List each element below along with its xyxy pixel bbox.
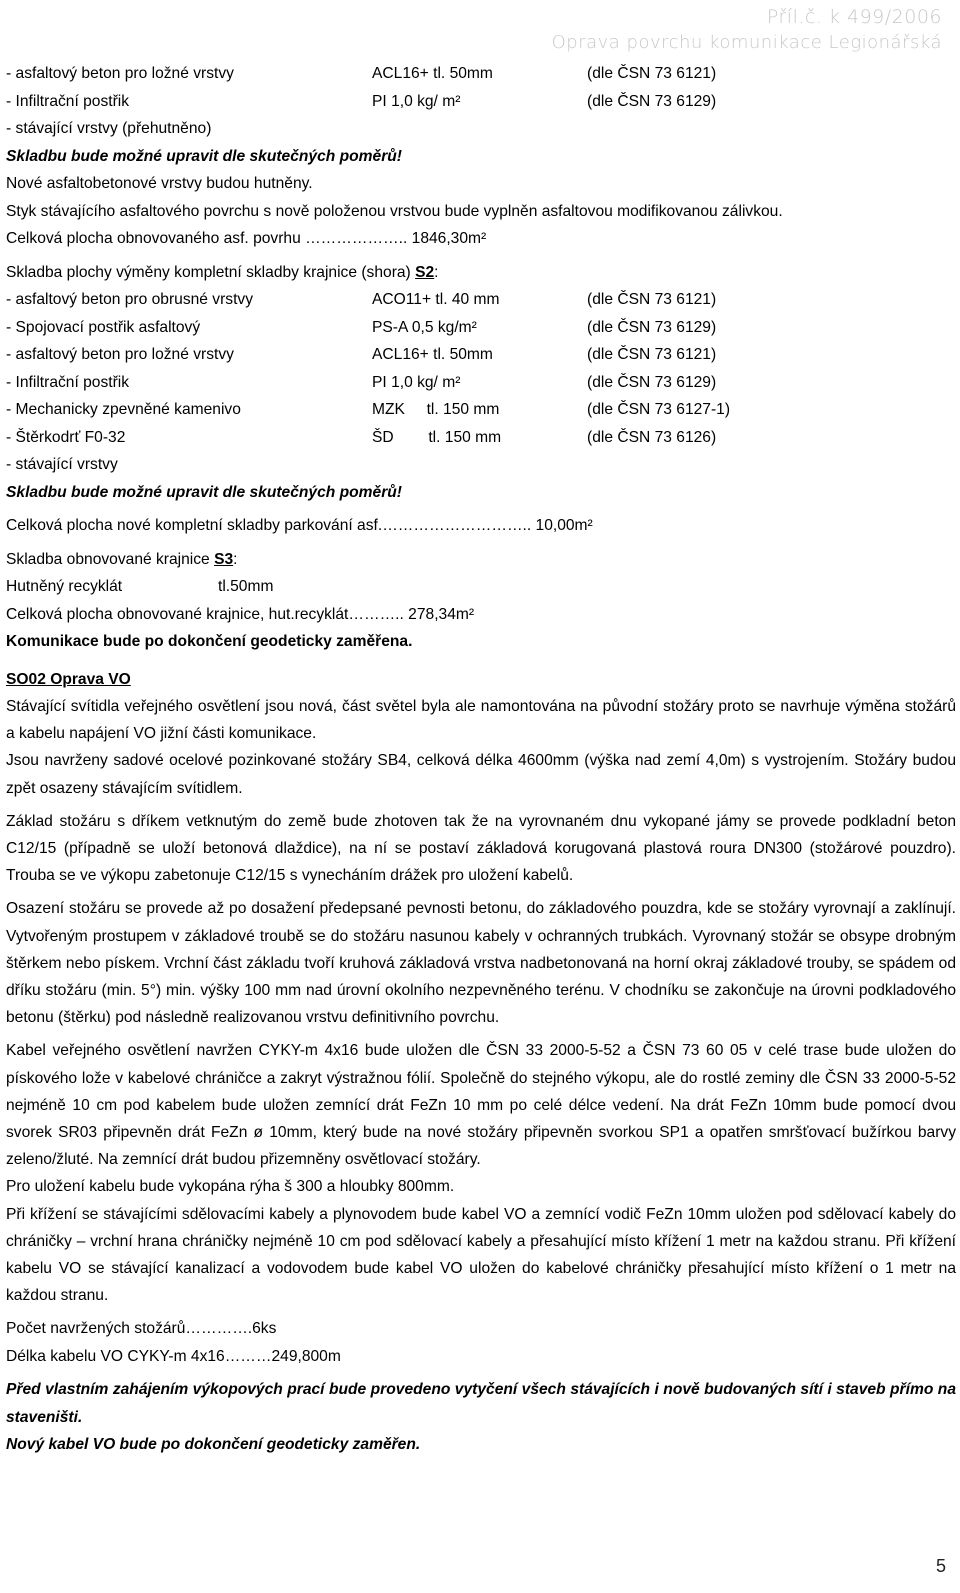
layer-standard: (dle ČSN 73 6129) [587,92,717,110]
layer-name: - Spojovací postřik asfaltový [6,318,201,336]
layer-name: - Infiltrační postřik [6,373,130,391]
layer-name: - Mechanicky zpevněné kamenivo [6,401,241,418]
final-note: Před vlastním zahájením výkopových prací bude provedeno vytyčení všech stávajících i nově budovaných sítí i staveb přímo na staveništi. [6,1381,956,1426]
mast-count: Počet navržených stožárů………….6ks [6,1320,277,1338]
layer-spec: PS-A 0,5 kg/m² [372,318,477,336]
layer-row [6,396,956,424]
layer-spec: ACL16+ tl. 50mm [372,65,493,82]
compaction-note: Nové asfaltobetonové vrstvy budou hutněny. [6,175,313,192]
layer-name: - Štěrkodrť F0-32 [6,428,126,446]
page-header [552,4,942,56]
joint-note: Styk stávajícího asfaltového povrchu s nově položenou vrstvou bude vyplněn asfaltovou modifikovanou zálivkou. [6,202,783,220]
s2-heading: Skladba plochy výměny kompletní skladby krajnice (shora) S2: [6,263,439,281]
layer-row [6,573,956,601]
layer-spec: ŠD tl. 150 mm [372,428,502,446]
layer-standard: (dle ČSN 73 6121) [587,291,717,308]
layer-row [6,88,956,116]
layer-row [6,424,956,452]
paragraph: Kabel veřejného osvětlení navržen CYKY-m 4x16 bude uložen dle ČSN 33 2000-5-52 a ČSN 73 60 05 v celé trase bude uložen do pískového lože v kabelové chráničce a zakryt výstražnou fólií. Společně do stejného výkopu, ale do rostlé zeminy dle ČSN 33 2000-5-52 nejméně 10 cm pod kabelem bude uložen zemnící drát FeZn 10 mm po celé délce vedení. Na drát FeZn 10mm bude pomocí dvou svorek SR03 připevněn drát FeZn ø 10mm, který bude na nové stožáry připevněn svorkou SP1 a opatřen smršťovací bužírkou barvy zeleno/žluté. Na zemnící drát budou přizemněny osvětlovací stožáry. [6,1042,956,1169]
s3-code: S3 [214,550,234,568]
layer-standard: (dle ČSN 73 6129) [587,318,717,336]
total-area-shoulder: Celková plocha obnovované krajnice, hut.recyklát……….. 278,34m² [6,605,475,623]
final-note: Nový kabel VO bude po dokončení geodeticky zaměřen. [6,1435,421,1453]
paragraph: Základ stožáru s dříkem vetknutým do země bude zhotoven tak že na vyrovnaném dnu vykopané jámy se provede podkladní beton C12/15 (případně se uloží betonová dlaždice), na ní se postaví základová korugovaná plastová roura DN300 (stožárové pouzdro). Trouba se ve výkopu zabetonuje C12/15 s vynecháním drážek pro uložení kabelů. [6,812,956,885]
layer-name: - asfaltový beton pro obrusné vrstvy [6,291,254,308]
layer-standard: (dle ČSN 73 6121) [587,65,717,82]
document-body [6,60,956,1458]
layer-row [6,286,956,314]
layer-row [6,314,956,342]
s3-heading: Skladba obnovované krajnice S3: [6,550,238,568]
paragraph: Pro uložení kabelu bude vykopána rýha š 300 a hloubky 800mm. [6,1178,455,1196]
total-area-parking: Celková plocha nové kompletní skladby parkování asf.……………………….. 10,00m² [6,517,593,534]
existing-layers: - stávající vrstvy [6,456,118,473]
layer-spec: tl.50mm [218,578,274,595]
layer-standard: (dle ČSN 73 6129) [587,373,717,391]
layer-spec: PI 1,0 kg/ m² [372,92,461,110]
layer-row [6,341,956,369]
adjust-note: Skladbu bude možné upravit dle skutečných poměrů! [6,483,402,501]
layer-name: Hutněný recyklát [6,578,123,595]
page-number: 5 [935,1556,946,1576]
layer-name: - asfaltový beton pro ložné vrstvy [6,65,234,82]
adjust-note: Skladbu bude možné upravit dle skutečných poměrů! [6,147,402,165]
paragraph: Stávající svítidla veřejného osvětlení jsou nová, část světel byla ale namontována na původní stožáry proto se navrhuje výměna stožárů a kabelu napájení VO jižní části komunikace. [6,698,956,743]
layer-spec: PI 1,0 kg/ m² [372,373,461,391]
attachment-reference: Příl.č. k 499/2006 [766,6,942,28]
layer-spec: ACL16+ tl. 50mm [372,346,493,363]
layer-name: - asfaltový beton pro ložné vrstvy [6,346,234,363]
paragraph: Jsou navrženy sadové ocelové pozinkované stožáry SB4, celková délka 4600mm (výška nad zemí 4,0m) s vystrojením. Stožáry budou zpět osazeny stávajícím svítidlem. [6,752,956,797]
cable-length: Délka kabelu VO CYKY-m 4x16………249,800m [6,1347,341,1365]
layer-row [6,369,956,397]
section-title: SO02 Oprava VO [6,670,131,688]
s2-code: S2 [415,263,435,281]
layer-standard: (dle ČSN 73 6127-1) [587,401,731,418]
survey-note: Komunikace bude po dokončení geodeticky zaměřena. [6,633,413,650]
paragraph: Při křížení se stávajícími sdělovacími kabely a plynovodem bude kabel VO a zemnící vodič FeZn 10mm uložen pod sdělovací kabely do chráničky – vrchní hrana chráničky nejméně 10 cm pod sdělovací kabely a přesahující místo křížení 1 metr na každou stranu. Při křížení kabelu VO se stávající kanalizací a vodovodem bude kabel VO uložen do kabelové chráničky přesahující místo křížení o 1 metr na každou stranu. [6,1205,956,1305]
layer-row [6,60,956,88]
paragraph: Osazení stožáru se provede až po dosažení předepsané pevnosti betonu, do základového pouzdra, kde se stožáry vyrovnají a zaklínují. Vytvořeným prostupem v základové troubě se do stožáru nasunou kabely v ochranných trubkách. Vyrovnaný stožár se obsype drobným štěrkem nebo pískem. Vrchní část základu tvoří kruhová základová vrstva nadbetonovaná na horní okraj základové trouby, se spádem od dříku stožáru (min. 5°) min. výšky 100 mm nad úrovní okolního nezpevněného terénu. V chodníku se zakončuje na úrovni podkladového betonu (štěrku) pod následně realizovanou vrstvu definitivního povrchu. [6,900,956,1027]
total-area-asphalt: Celková plocha obnovovaného asf. povrhu ……………….. 1846,30m² [6,230,487,247]
layer-spec: ACO11+ tl. 40 mm [372,291,500,308]
layer-standard: (dle ČSN 73 6121) [587,346,717,363]
layer-standard: (dle ČSN 73 6126) [587,428,717,446]
existing-layers: - stávající vrstvy (přehutněno) [6,120,212,137]
layer-name: - Infiltrační postřik [6,92,130,110]
layer-spec: MZK tl. 150 mm [372,401,500,418]
project-title: Oprava povrchu komunikace Legionářská [551,32,942,53]
